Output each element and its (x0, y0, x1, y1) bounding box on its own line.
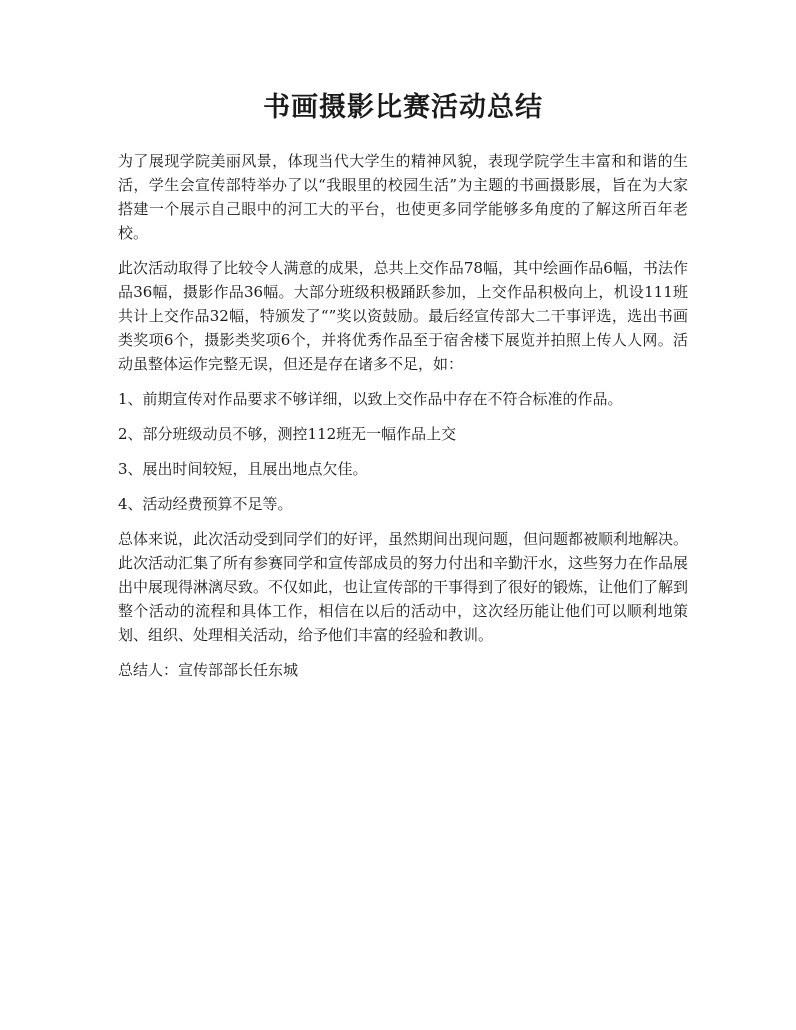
paragraph-intro: 为了展现学院美丽风景，体现当代大学生的精神风貌，表现学院学生丰富和和谐的生活，学生会宣传部特举办了以“我眼里的校园生活”为主题的书画摄影展，旨在为大家搭建一个展示自己眼中的河工大的平台，也使更多同学能够多角度的了解这所百年老校。 (118, 152, 688, 243)
list-item-shortcoming-2: 2、部分班级动员不够，测控112班无一幅作品上交 (118, 425, 457, 444)
list-item-shortcoming-1: 1、前期宣传对作品要求不够详细，以致上交作品中存在不符合标准的作品。 (118, 390, 623, 409)
document-title: 书画摄影比赛活动总结 (263, 92, 543, 123)
list-item-shortcoming-4: 4、活动经费预算不足等。 (118, 495, 293, 514)
signature-line: 总结人：宣传部部长任东城 (118, 661, 299, 680)
list-item-shortcoming-3: 3、展出时间较短，且展出地点欠佳。 (118, 460, 368, 479)
paragraph-conclusion: 总体来说，此次活动受到同学们的好评，虽然期间出现问题，但问题都被顺利地解决。此次活动汇集了所有参赛同学和宣传部成员的努力付出和辛勤汗水，这些努力在作品展出中展现得淋漓尽致。不仅如此，也让宣传部的干事得到了很好的锻炼，让他们了解到整个活动的流程和具体工作，相信在以后的活动中，这次经历能让他们可以顺利地策划、组织、处理相关活动，给予他们丰富的经验和教训。 (118, 530, 689, 645)
paragraph-results: 此次活动取得了比较令人满意的成果，总共上交作品78幅，其中绘画作品6幅，书法作品36幅，摄影作品36幅。大部分班级积极踊跃参加，上交作品积极向上，机设111班共计上交作品32幅，特颁发了“”奖以资鼓励。最后经宣传部大二干事评选，选出书画类奖项6个，摄影类奖项6个，并将优秀作品至于宿舍楼下展览并拍照上传人人网。活动虽整体运作完整无误，但还是存在诸多不足，如： (118, 259, 688, 374)
